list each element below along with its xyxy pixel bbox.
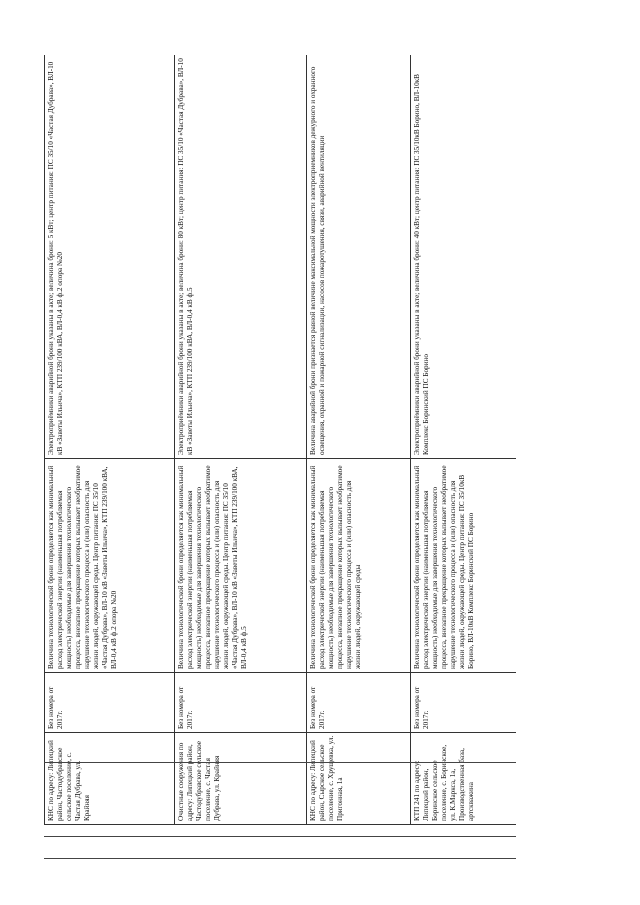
margin-rule (44, 762, 516, 763)
tech-reserve-cell: Величина технологической брони определяется как минимальный расход электрической энергии (наименьшая потребляемая мощность) необходимые для завершения технологического процесса, внезапное прекращение которых вызывает необратимое нарушение технологического процесса и (или) опасность для жизни людей, окружающей среды. Центр питания: ПС 35/10 «Частая Дубрава», ВЛ-10 кВ «Заветы Ильича», КТП 239/100 кВА, ВЛ-0,4 кВ ф.2 опора №20 (45, 459, 175, 673)
object-cell: КТП 241 по адресу: Липецкий район, Боринское сельское поселение, с. Боринское, ул. К.Маркса, 1а, Производственная база, артскважина (411, 733, 517, 825)
table-row (307, 55, 411, 825)
margin-rule (44, 836, 516, 837)
emergency-reserve-cell: Электроприёмники аварийной брони указаны в акте; величина брони: 5 кВт; центр питания: ПС 35/10 «Частая Дубрава», ВЛ-10 кВ «Заветы Ильича», КТП 239/100 кВА, ВЛ-0,4 кВ ф.2 опора №20 (45, 55, 175, 459)
emergency-reserve-cell: Электроприёмники аварийной брони указаны в акте; величина брони: 40 кВт; центр питания: ПС 35/10кВ Борино, ВЛ-10кВ Комплекс Боринский ПС Борино (411, 55, 517, 459)
act-number-cell: Без номера от 2017г. (411, 673, 517, 733)
tech-reserve-cell: Величина технологической брони определяется как минимальный расход электрической энергии (наименьшая потребляемая мощность) необходимые для завершения технологического процесса, внезапное прекращение которых вызывает необратимое нарушение технологического процесса и (или) опасность для жизни людей, окружающей среды. Центр питания: ПС 35/10 «Частая Дубрава», ВЛ-10 кВ «Заветы Ильича», КТП 239/100 кВА, ВЛ-0,4 кВ ф.5 (175, 459, 307, 673)
object-cell: КНС по адресу: Липецкий район, Частодубравское сельское поселение, с. Частая Дубрава, ул. Крайняя (45, 733, 175, 825)
act-number-cell: Без номера от 2017г. (45, 673, 175, 733)
tech-reserve-cell: Величина технологической брони определяется как минимальный расход электрической энергии (наименьшая потребляемая мощность) необходимые для завершения технологического процесса, внезапное прекращение которых вызывает необратимое нарушение технологического процесса и (или) опасность для жизни людей, окружающей среды (307, 459, 411, 673)
object-cell: КНС по адресу: Липецкий район, Сырское сельское поселение, с. Хрущевка, ул. Пригонная, 1а (307, 733, 411, 825)
object-cell: Очистные сооружения по адресу: Липецкий район, Частодубравское сельское поселение, с. Частая Дубрава, ул. Крайняя (175, 733, 307, 825)
reservation-table (44, 55, 516, 825)
emergency-reserve-cell: Величина аварийной брони признается равной величине максимальной мощности электроприемников дежурного и охранного освещения, охранной и пожарной сигнализации, насосов пожаротушения, связи, аварийной вентиляции (307, 55, 411, 459)
rotated-table-frame (44, 55, 516, 825)
act-number-cell: Без номера от 2017г. (175, 673, 307, 733)
rotated-table-content (44, 55, 516, 825)
table-row (411, 55, 517, 825)
table-row (175, 55, 307, 825)
table-row (45, 55, 175, 825)
tech-reserve-cell: Величина технологической брони определяется как минимальный расход электрической энергии (наименьшая потребляемая мощность) необходимые для завершения технологического процесса, внезапное прекращение которых вызывает необратимое нарушение технологического процесса и (или) опасность для жизни людей, окружающей среды. Центр питания: ПС 35/10кВ Борино, ВЛ-10кВ Комплекс Боринский ПС Борино (411, 459, 517, 673)
margin-rule (44, 858, 516, 859)
act-number-cell: Без номера от 2017г. (307, 673, 411, 733)
emergency-reserve-cell: Электроприёмники аварийной брони указаны в акте; величина брони: 80 кВт; центр питания: ПС 35/10 «Частая Дубрава», ВЛ-10 кВ «Заветы Ильича», КТП 239/100 кВА, ВЛ-0,4 кВ ф.5 (175, 55, 307, 459)
